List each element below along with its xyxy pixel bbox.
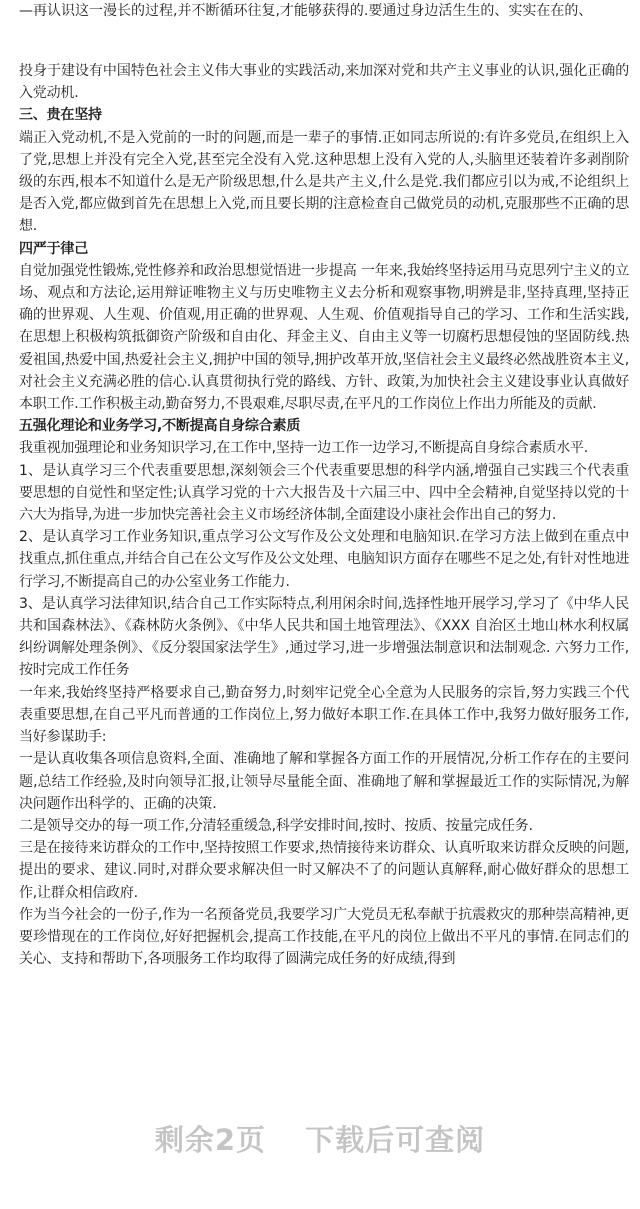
remaining-pages-text: 剩余2页 (154, 1123, 267, 1157)
paragraph: 一年来,我始终坚持严格要求自己,勤奋努力,时刻牢记党全心全意为人民服务的宗旨,努力实践三个代表重要思想,在自己平凡而普通的工作岗位上,努力做好本职工作.在具体工作中,我努力做好服务工作,当好参谋助手: (19, 684, 629, 746)
section-heading: 四严于律己 (19, 240, 88, 257)
paragraph: 端正入党动机,不是入党前的一时的问题,而是一辈子的事情.正如同志所说的:有许多党员,在组织上入了党,思想上并没有完全入党,甚至完全没有入党.这种思想上没有入党的人,头脑里还装着许多剥削阶级的东西,根本不知道什么是无产阶级思想,什么是共产主义,什么是党.我们都应引以为戒,不论组织上是否入党,都应做到首先在思想上入党,而且要长期的注意检查自己做党员的动机,克服那些不正确的思想. (19, 129, 629, 235)
download-hint-text: 下载后可查阅 (305, 1123, 486, 1157)
paragraph: 投身于建设有中国特色社会主义伟大事业的实践活动,来加深对党和共产主义事业的认识,强化正确的入党动机. (19, 63, 629, 102)
top-fragment-line: —再认识这一漫长的过程,并不断循环往复,才能够获得的.要通过身边活生生的、实实在在的、 (19, 3, 593, 19)
remaining-pages-banner[interactable] (0, 1118, 640, 1159)
section-heading: 五强化理论和业务学习,不断提高自身综合素质 (19, 418, 301, 435)
paragraph: 自觉加强党性锻炼,党性修养和政治思想觉悟进一步提高 一年来,我始终坚持运用马克思列宁主义的立场、观点和方法论,运用辩证唯物主义与历史唯物主义去分析和观察事物,明辨是非,坚持真理,坚持正确的世界观、人生观、价值观,用正确的世界观、人生观、价值观指导自己的学习、工作和生活实践,在思想上积极构筑抵御资产阶级和自由化、拜金主义、自由主义等一切腐朽思想侵蚀的坚固防线.热爱祖国,热爱中国,热爱社会主义,拥护中国的领导,拥护改革开放,坚信社会主义最终必然战胜资本主义,对社会主义充满必胜的信心.认真贯彻执行党的路线、方针、政策,为加快社会主义建设事业认真做好本职工作.工作积极主动,勤奋努力,不畏艰难,尽职尽责,在平凡的工作岗位上作出力所能及的贡献. (19, 262, 629, 413)
paragraph: 一是认真收集各项信息资料,全面、准确地了解和掌握各方面工作的开展情况,分析工作存在的主要问题,总结工作经验,及时向领导汇报,让领导尽量能全面、准确地了解和掌握最近工作的实际情况,为解决问题作出科学的、正确的决策. (19, 751, 629, 812)
paragraph: 二是领导交办的每一项工作,分清轻重缓急,科学安排时间,按时、按质、按量完成任务. (19, 817, 533, 834)
section-heading: 三、贵在坚持 (19, 107, 102, 124)
paragraph: 作为当今社会的一份子,作为一名预备党员,我要学习广大党员无私奉献于抗震救灾的那种崇高精神,更要珍惜现在的工作岗位,好好把握机会,提高工作技能,在平凡的岗位上做出不平凡的事情.在同志们的关心、支持和帮助下,各项服务工作均取得了圆满完成任务的好成绩,得到 (19, 906, 629, 968)
paragraph: 1、是认真学习三个代表重要思想,深刻领会三个代表重要思想的科学内涵,增强自己实践三个代表重要思想的自觉性和坚定性;认真学习党的十六大报告及十六届三中、四中全会精神,自觉坚持以党的十六大为指导,为进一步加快完善社会主义市场经济体制,全面建设小康社会作出自己的努力. (19, 462, 629, 524)
document-body (19, 60, 629, 970)
paragraph: 三是在接待来访群众的工作中,坚持按照工作要求,热情接待来访群众、认真听取来访群众反映的问题,提出的要求、建议.同时,对群众要求解决但一时又解决不了的问题认真解释,耐心做好群众的思想工作,让群众相信政府. (19, 840, 629, 901)
paragraph: 2、是认真学习工作业务知识,重点学习公文写作及公文处理和电脑知识.在学习方法上做到在重点中找重点,抓住重点,并结合自己在公文写作及公文处理、电脑知识方面存在哪些不足之处,有针对性地进行学习,不断提高自己的办公室业务工作能力. (19, 529, 629, 590)
paragraph: 我重视加强理论和业务知识学习,在工作中,坚持一边工作一边学习,不断提高自身综合素质水平. (19, 440, 588, 457)
paragraph: 3、是认真学习法律知识,结合自己工作实际特点,利用闲余时间,选择性地开展学习,学习了《中华人民共和国森林法》、《森林防火条例》、《中华人民共和国土地管理法》、《XXX 自治区土地山林水利权属纠纷调解处理条例》、《反分裂国家法学生》,通过学习,进一步增强法制意识和法制观念. 六努力工作,按时完成工作任务 (19, 595, 629, 679)
